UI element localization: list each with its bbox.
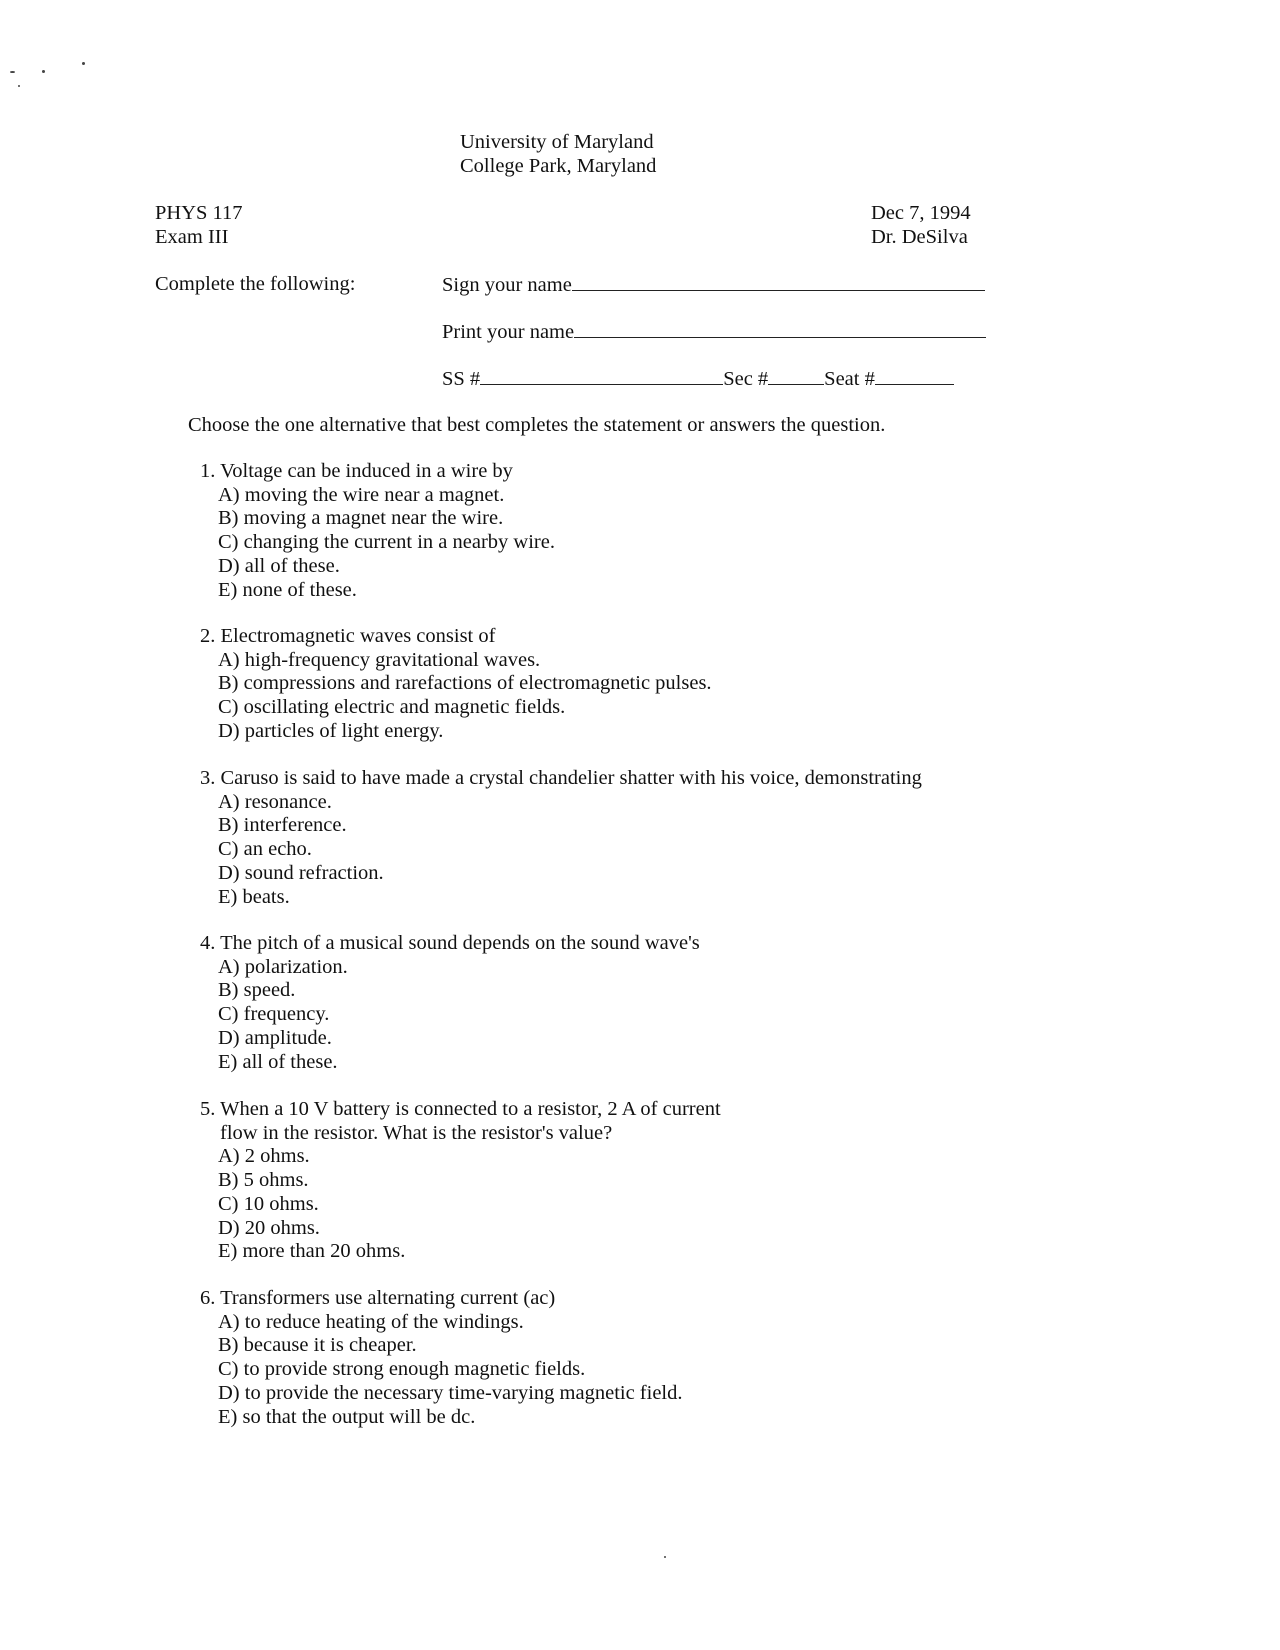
option-c: C) to provide strong enough magnetic fields.	[218, 1358, 586, 1381]
instructions: Choose the one alternative that best completes the statement or answers the question.	[188, 414, 886, 436]
location: College Park, Maryland	[460, 155, 657, 177]
option-c: C) frequency.	[218, 1003, 330, 1026]
question-1	[200, 460, 555, 602]
scan-speck	[10, 71, 15, 73]
sign-name-label: Sign your name	[442, 274, 572, 296]
sec-field[interactable]	[768, 366, 824, 385]
option-c: C) changing the current in a nearby wire.	[218, 531, 555, 554]
seat-label: Seat #	[824, 368, 875, 390]
option-a: A) 2 ohms.	[218, 1145, 310, 1168]
question-stem-continued: flow in the resistor. What is the resistor's value?	[220, 1121, 613, 1144]
exam-date: Dec 7, 1994	[871, 202, 971, 224]
option-c: C) an echo.	[218, 838, 312, 861]
option-a: A) high-frequency gravitational waves.	[218, 648, 541, 671]
option-b: B) speed.	[218, 979, 296, 1002]
course-code: PHYS 117	[155, 202, 243, 224]
print-name-label: Print your name	[442, 321, 575, 343]
option-d: D) 20 ohms.	[218, 1216, 320, 1239]
option-e: E) none of these.	[218, 578, 357, 601]
id-row	[442, 366, 954, 391]
option-b: B) 5 ohms.	[218, 1169, 309, 1192]
question-6	[200, 1287, 683, 1429]
scan-speck	[82, 62, 85, 65]
question-stem: 5. When a 10 V battery is connected to a resistor, 2 A of current	[200, 1098, 721, 1120]
ss-label: SS #	[442, 368, 481, 390]
institution: University of Maryland	[460, 131, 654, 153]
option-d: D) sound refraction.	[218, 861, 384, 884]
option-b: B) because it is cheaper.	[218, 1334, 417, 1357]
option-d: D) particles of light energy.	[218, 719, 444, 742]
option-d: D) all of these.	[218, 554, 340, 577]
question-stem: 2. Electromagnetic waves consist of	[200, 625, 496, 647]
scan-speck	[18, 85, 20, 87]
option-a: A) to reduce heating of the windings.	[218, 1310, 524, 1333]
option-a: A) moving the wire near a magnet.	[218, 483, 505, 506]
question-stem: 4. The pitch of a musical sound depends on the sound wave's	[200, 932, 700, 954]
question-4	[200, 932, 700, 1074]
option-a: A) resonance.	[218, 790, 332, 813]
option-b: B) interference.	[218, 814, 347, 837]
print-name-field[interactable]	[574, 319, 986, 338]
question-5	[200, 1098, 721, 1264]
option-d: D) to provide the necessary time-varying magnetic field.	[218, 1381, 683, 1404]
question-stem: 3. Caruso is said to have made a crystal chandelier shatter with his voice, demonstrating	[200, 767, 922, 789]
question-stem: 1. Voltage can be induced in a wire by	[200, 460, 513, 482]
seat-field[interactable]	[875, 366, 954, 385]
instructor: Dr. DeSilva	[871, 226, 968, 248]
option-b: B) moving a magnet near the wire.	[218, 507, 504, 530]
option-e: E) so that the output will be dc.	[218, 1405, 476, 1428]
sign-name-field[interactable]	[572, 272, 985, 291]
option-c: C) oscillating electric and magnetic fields.	[218, 696, 566, 719]
question-stem: 6. Transformers use alternating current (ac)	[200, 1287, 556, 1309]
scan-speck	[664, 1556, 666, 1558]
option-e: E) beats.	[218, 885, 290, 908]
scan-speck	[42, 70, 45, 73]
print-name-row	[442, 319, 986, 344]
option-e: E) all of these.	[218, 1050, 338, 1073]
option-e: E) more than 20 ohms.	[218, 1240, 406, 1263]
question-3	[200, 767, 922, 909]
option-c: C) 10 ohms.	[218, 1192, 319, 1215]
sec-label: Sec #	[723, 368, 769, 390]
form-prompt: Complete the following:	[155, 273, 356, 295]
ss-field[interactable]	[480, 366, 723, 385]
option-b: B) compressions and rarefactions of electromagnetic pulses.	[218, 672, 712, 695]
sign-name-row	[442, 272, 985, 297]
exam-title: Exam III	[155, 226, 229, 248]
option-d: D) amplitude.	[218, 1026, 332, 1049]
question-2	[200, 625, 712, 744]
option-a: A) polarization.	[218, 955, 348, 978]
